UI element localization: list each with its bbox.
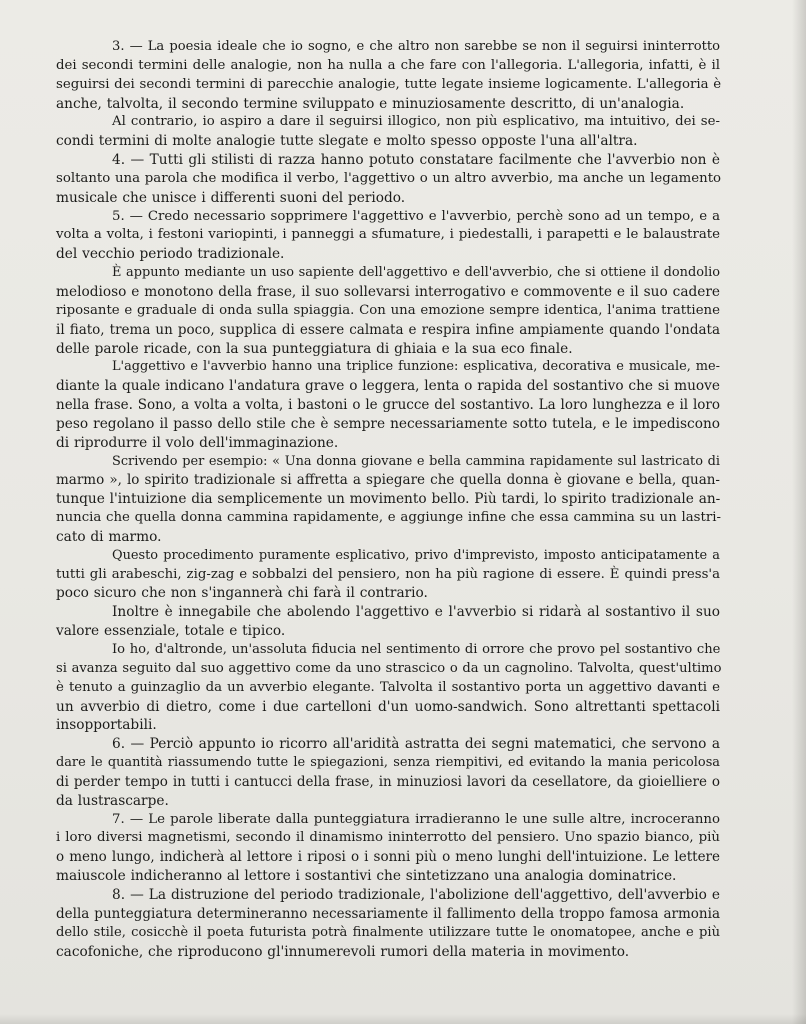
text-line: condi termini di molte analogie tutte slegate e molto spesso opposte l'una all'altra. xyxy=(56,133,638,150)
text-line: Io ho, d'altronde, un'assoluta fiducia nel sentimento di orrore che provo pel sostantivo che xyxy=(112,642,721,657)
text-line: 3. — La poesia ideale che io sogno, e che altro non sarebbe se non il seguirsi ininterrotto xyxy=(112,39,720,54)
text-line: nella frase. Sono, a volta a volta, i bastoni o le grucce del sostantivo. La loro lunghezza e il loro xyxy=(56,397,720,414)
text-line: delle parole ricade, con la sua punteggiatura di ghiaia e la sua eco finale. xyxy=(56,340,573,357)
text-line: peso regolano il passo dello stile che è sempre necessariamente sotto tutela, e le impediscono xyxy=(56,415,720,432)
text-line: della punteggiatura determineranno necessariamente il fallimento della troppo famosa armonia xyxy=(56,905,720,922)
text-line: il fiato, trema un poco, supplica di essere calmata e respira infine ampiamente quando l'ondata xyxy=(56,321,720,338)
text-line: nuncia che quella donna cammina rapidamente, e aggiunge infine che essa cammina su un lastri- xyxy=(56,510,721,526)
text-line: cacofoniche, che riproducono gl'innumerevoli rumori della materia in movimento. xyxy=(56,943,630,960)
text-line: i loro diversi magnetismi, secondo il dinamismo ininterrotto del pensiero. Uno spazio bianco, più xyxy=(56,830,720,846)
page-bottom-shadow xyxy=(0,1014,806,1024)
text-line: tutti gli arabeschi, zig-zag e sobbalzi del pensiero, non ha più ragione di essere. È quindi press'a xyxy=(56,566,720,582)
manifesto-text-body xyxy=(56,38,720,961)
text-line: da lustrascarpe. xyxy=(56,792,169,809)
text-line: maiuscole indicheranno al lettore i sostantivi che sintetizzano una analogia dominatrice. xyxy=(56,868,677,885)
text-line: poco sicuro che non s'ingannerà chi farà il contrario. xyxy=(56,585,428,602)
text-line: seguirsi dei secondi termini di parecchie analogie, tutte legate insieme logicamente. L'allegoria è xyxy=(56,76,722,92)
text-line: soltanto una parola che modifica il verbo, l'aggettivo o un altro avverbio, ma anche un legamento xyxy=(56,170,722,186)
text-line: del vecchio periodo tradizionale. xyxy=(56,246,285,263)
text-line: 8. — La distruzione del periodo tradizionale, l'abolizione dell'aggettivo, dell'avverbio e xyxy=(112,886,720,903)
text-line: dare le quantità riassumendo tutte le spiegazioni, senza riempitivi, ed evitando la mania pericolosa xyxy=(56,755,720,771)
text-line: Inoltre è innegabile che abolendo l'aggettivo e l'avverbio si ridarà al sostantivo il suo xyxy=(112,604,720,621)
text-line: tunque l'intuizione dia semplicemente un movimento bello. Più tardi, lo spirito tradizionale an- xyxy=(56,491,721,508)
text-line: insopportabili. xyxy=(56,717,157,734)
text-line: di perder tempo in tutti i cantucci della frase, in minuziosi lavori da cesellatore, da gioielliere o xyxy=(56,773,720,790)
text-line: 5. — Credo necessario sopprimere l'aggettivo e l'avverbio, perchè sono ad un tempo, e a xyxy=(112,208,720,224)
text-line: si avanza seguito dal suo aggettivo come da uno strascico o da un cagnolino. Talvolta, quest'ultimo xyxy=(56,660,722,676)
text-line: 7. — Le parole liberate dalla punteggiatura irradieranno le une sulle altre, incroceranno xyxy=(112,811,720,827)
text-line: 6. — Perciò appunto io ricorro all'aridità astratta dei segni matematici, che servono a xyxy=(112,736,720,753)
text-line: è tenuto a guinzaglio da un avverbio elegante. Talvolta il sostantivo porta un aggettivo davanti e xyxy=(56,679,720,695)
text-line: valore essenziale, totale e tipico. xyxy=(56,623,286,640)
text-line: cato di marmo. xyxy=(56,528,162,545)
text-line: Scrivendo per esempio: « Una donna giovane e bella cammina rapidamente sul lastricato di xyxy=(112,453,720,469)
text-line: diante la quale indicano l'andatura grave o leggera, lenta o rapida del sostantivo che si muove xyxy=(56,378,720,395)
text-line: un avverbio di dietro, come i due cartelloni d'un uomo-sandwich. Sono altrettanti spettacoli xyxy=(56,698,720,715)
text-line: È appunto mediante un uso sapiente dell'aggettivo e dell'avverbio, che si ottiene il dondolio xyxy=(112,265,720,281)
text-line: Questo procedimento puramente esplicativo, privo d'imprevisto, imposto anticipatamente a xyxy=(112,547,720,563)
text-line: dei secondi termini delle analogie, non ha nulla a che fare con l'allegoria. L'allegoria, infatti, è il xyxy=(56,57,720,73)
page-edge-shadow xyxy=(792,0,806,1024)
text-line: marmo », lo spirito tradizionale si affretta a spiegare che quella donna è giovane e bella, quan- xyxy=(56,472,720,489)
text-line: riposante e graduale di onda sulla spiaggia. Con una emozione sempre identica, l'anima trattiene xyxy=(56,302,720,318)
text-line: 4. — Tutti gli stilisti di razza hanno potuto constatare facilmente che l'avverbio non è xyxy=(112,152,720,169)
text-line: melodioso e monotono della frase, il suo sollevarsi interrogativo e commovente e il suo cadere xyxy=(56,283,720,300)
text-line: di riprodurre il volo dell'immaginazione. xyxy=(56,434,339,451)
text-line: musicale che unisce i differenti suoni del periodo. xyxy=(56,189,406,206)
text-line: volta a volta, i festoni variopinti, i panneggi a sfumature, i piedestalli, i parapetti e le balaustrate xyxy=(56,227,720,243)
text-line: o meno lungo, indicherà al lettore i riposi o i sonni più o meno lunghi dell'intuizione. Le lettere xyxy=(56,849,720,866)
text-line: L'aggettivo e l'avverbio hanno una triplice funzione: esplicativa, decorativa e musicale, me- xyxy=(112,359,720,375)
text-line: Al contrario, io aspiro a dare il seguirsi illogico, non più esplicativo, ma intuitivo, dei se- xyxy=(112,114,720,130)
text-line: dello stile, cosicchè il poeta futurista potrà finalmente utilizzare tutte le onomatopee, anche e più xyxy=(56,924,720,940)
text-line: anche, talvolta, il secondo termine sviluppato e minuziosamente descritto, di un'analogia. xyxy=(56,95,685,112)
